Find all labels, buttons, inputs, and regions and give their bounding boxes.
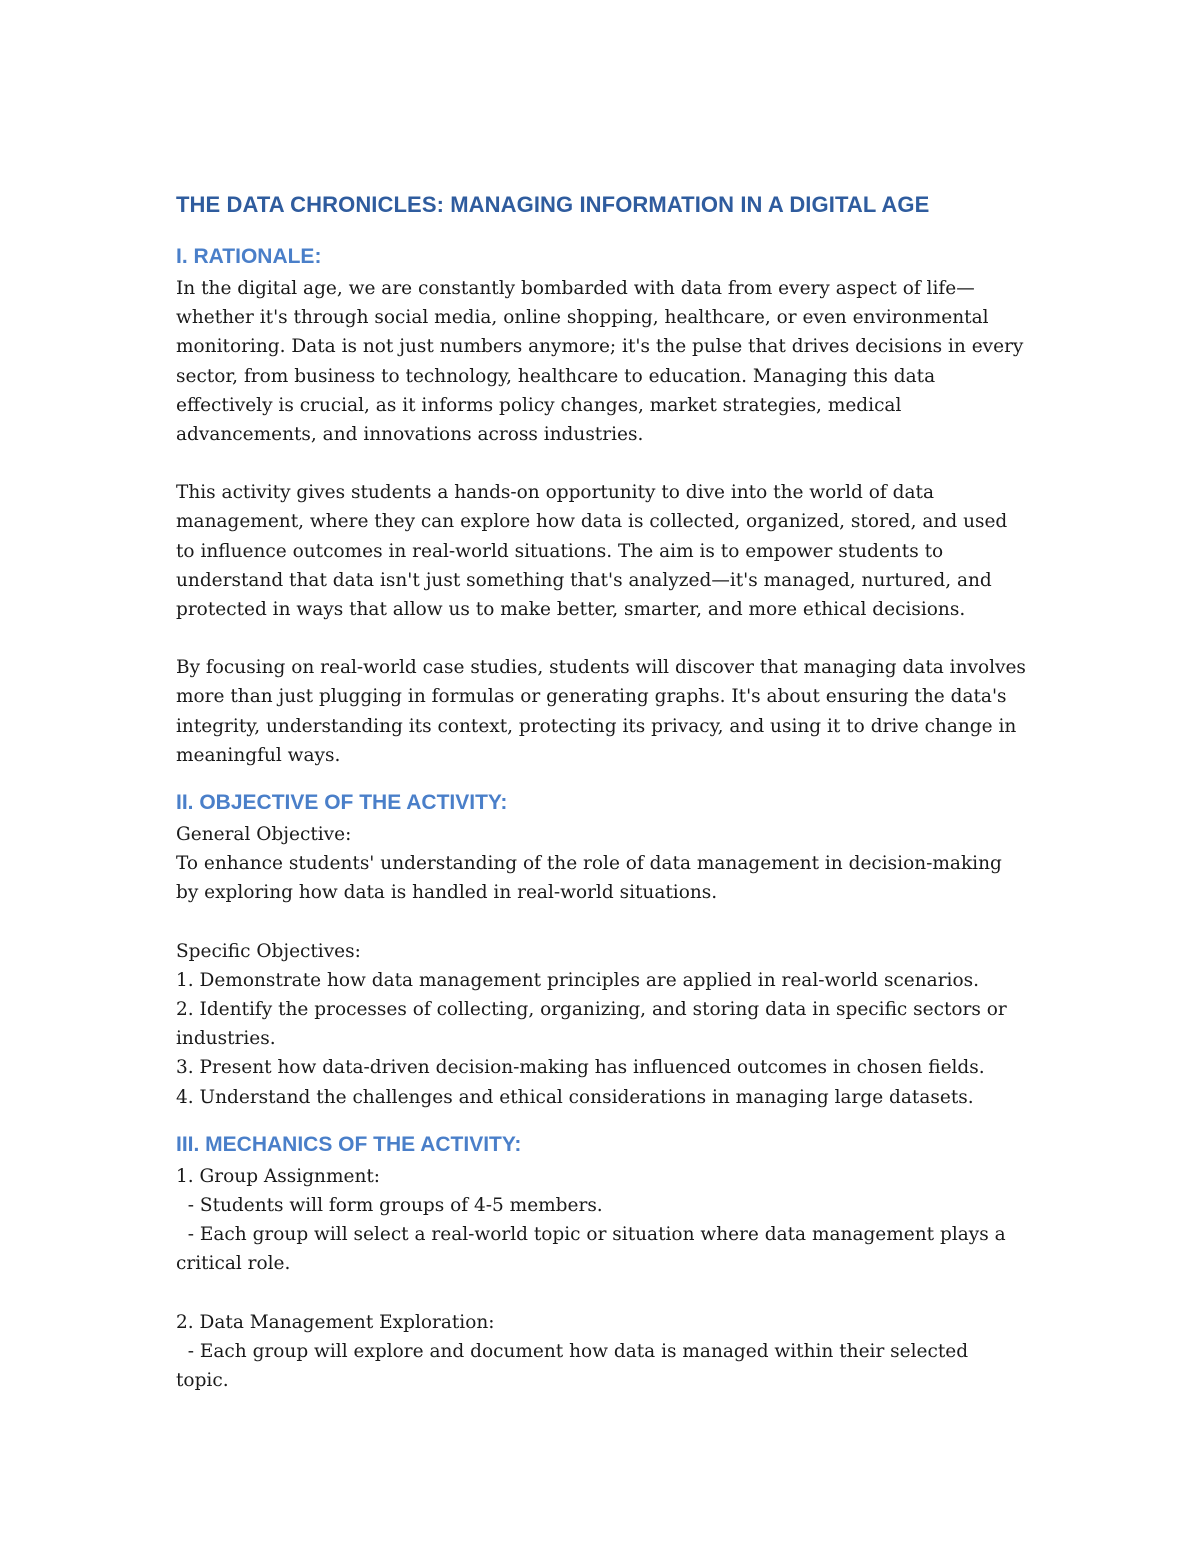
objective-heading: II. OBJECTIVE OF THE ACTIVITY: — [176, 791, 508, 815]
mechanics-step-label: 2. Data Management Exploration: — [176, 1311, 495, 1333]
specific-objectives-label: Specific Objectives: — [176, 940, 361, 962]
paragraph-spacer — [176, 449, 1026, 478]
mechanics-step-item — [176, 1337, 1026, 1395]
rationale-paragraph-3: By focusing on real-world case studies, students will discover that managing data involves more than just plugging in formulas or generating graphs. It's about ensuring the data's integrity, understanding its context, protecting its privacy, and using it to drive change in meaningful ways. — [176, 657, 1026, 766]
rationale-paragraph-1: In the digital age, we are constantly bombarded with data from every aspect of life—whether it's through social media, online shopping, healthcare, or even environmental monitoring. Data is not just numbers anymore; it's the pulse that drives decisions in every sector, from business to technology, healthcare to education. Managing this data effectively is crucial, as it informs policy changes, market strategies, medical advancements, and innovations across industries. — [176, 278, 1024, 446]
rationale-heading: I. RATIONALE: — [176, 245, 322, 268]
mechanics-step-item — [176, 1220, 1026, 1278]
mechanics-step-item-text: - Each group will select a real-world topic or situation where data management plays a critical role. — [176, 1224, 1006, 1275]
general-objective-text: To enhance students' understanding of the role of data management in decision-making by exploring how data is handled in real-world situations. — [176, 853, 1002, 904]
mechanics-heading: III. MECHANICS OF THE ACTIVITY: — [176, 1132, 522, 1156]
paragraph-spacer — [176, 1279, 1026, 1308]
rationale-paragraph-2: This activity gives students a hands-on opportunity to dive into the world of data management, where they can explore how data is collected, organized, stored, and used to influence outcomes in real-world situations. The aim is to empower students to understand that data isn't just something that's analyzed—it's managed, nurtured, and protected in ways that allow us to make better, smarter, and more ethical decisions. — [176, 482, 1008, 621]
specific-objective-item: 4. Understand the challenges and ethical considerations in managing large datasets. — [176, 1086, 974, 1108]
specific-objective-item: 1. Demonstrate how data management principles are applied in real-world scenarios. — [176, 969, 979, 991]
specific-objective-item: 3. Present how data-driven decision-making has influenced outcomes in chosen fields. — [176, 1057, 985, 1079]
document-title: THE DATA CHRONICLES: MANAGING INFORMATION IN A DIGITAL AGE — [176, 192, 930, 217]
mechanics-step-item-text: - Students will form groups of 4-5 members. — [187, 1195, 603, 1217]
mechanics-step-label: 1. Group Assignment: — [176, 1165, 381, 1187]
mechanics-step-item-text: - Each group will explore and document how data is managed within their selected topic. — [176, 1340, 969, 1392]
mechanics-step-item — [176, 1191, 1026, 1220]
section-spacer — [176, 1112, 1026, 1130]
paragraph-spacer — [176, 624, 1026, 653]
specific-objective-item: 2. Identify the processes of collecting, organizing, and storing data in specific sectors or industries. — [176, 999, 1007, 1050]
section-spacer — [176, 770, 1026, 788]
document-page — [176, 190, 1026, 1395]
paragraph-spacer — [176, 908, 1026, 937]
general-objective-label: General Objective: — [176, 824, 352, 846]
